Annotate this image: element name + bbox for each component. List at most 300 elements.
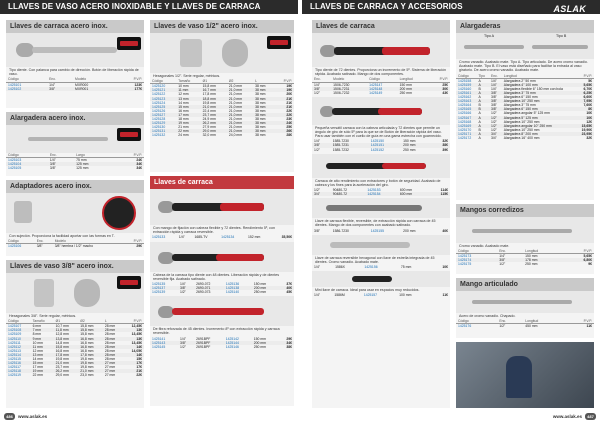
- cell: 38 mm: [255, 84, 266, 89]
- col-header: P.V.P.: [275, 79, 294, 84]
- cell: 1/4": [178, 235, 185, 240]
- cell: 200 mm: [252, 286, 278, 290]
- right-column-a: [312, 20, 450, 408]
- left-header-title: LLAVES DE VASO ACERO INOXIDABLE Y LLAVES DE CARRACA: [8, 2, 261, 11]
- col-header: Código: [456, 319, 497, 324]
- section-description: Cromo vanadio. Acabado mate.: [459, 244, 510, 248]
- cell: 21€: [123, 369, 144, 373]
- cell: 1/4": [490, 78, 497, 83]
- cell: 1586M: [334, 293, 345, 298]
- ratchet-image: [312, 154, 450, 178]
- cell: 19,8 mm: [80, 357, 94, 362]
- col-header: Enc.: [497, 319, 523, 324]
- left-page-number: 486: [4, 413, 15, 420]
- section-title: Mangos corredizos: [456, 204, 594, 217]
- ratchet-grip-shape: [382, 47, 430, 55]
- cell: 38 mm: [253, 129, 275, 133]
- cell: 30€: [428, 87, 450, 91]
- cell: 3/8": [497, 258, 523, 262]
- cell: 22€: [136, 373, 142, 378]
- cell: 21,0 mm: [227, 88, 253, 92]
- cell: 21,0 mm: [227, 129, 253, 133]
- cell: 1425143: [150, 341, 178, 345]
- section-title: Llaves de vaso 1/2" acero inox.: [150, 20, 294, 33]
- col-header: Modelo: [53, 239, 123, 244]
- cell: 125 mm: [76, 166, 89, 171]
- socket-shape: [34, 279, 54, 307]
- cell: 10 mm: [178, 84, 189, 89]
- cell: 7,95€: [577, 99, 594, 103]
- cell: 12 mm: [178, 92, 189, 97]
- ratchet-grip-shape: [220, 203, 264, 211]
- cell: 1425110: [6, 337, 31, 341]
- cell: 34€: [136, 166, 142, 171]
- cell: 600 mm: [399, 188, 413, 193]
- cell: 1425119: [8, 373, 21, 378]
- cell: 1425166: [458, 111, 472, 116]
- col-header: Modelo: [73, 77, 114, 82]
- right-footer-url[interactable]: www.aslak.es: [552, 414, 582, 419]
- cell: 1425158: [458, 78, 472, 83]
- cell: 1425111: [8, 340, 21, 345]
- cell: 1425141: [152, 336, 166, 341]
- cell: 15 mm: [176, 105, 200, 109]
- section-description: Llave de carraca flexible, reversible, de extracción rápida con carraca de 45 dientes. Mango de dos componentes con acabado satinado.: [315, 219, 436, 228]
- cell: 17,8 mm: [202, 92, 216, 97]
- cell: Alargadera 3" 75 mm: [502, 91, 577, 95]
- cell: 1425123: [150, 97, 176, 101]
- cell: Alargadera angular 5" 125 mm: [503, 111, 550, 116]
- cell: 150 mm: [253, 336, 266, 341]
- cell: 1425169: [456, 124, 476, 128]
- cell: 1425112: [6, 345, 31, 349]
- cell: 1425159: [456, 83, 476, 87]
- extension-bar-shape: [464, 45, 524, 49]
- cell: 3/4": [312, 192, 331, 196]
- adapter-shape: [14, 201, 32, 223]
- hinged-handle-image: [456, 291, 594, 313]
- cell: 17 mm: [176, 113, 200, 117]
- ratchet-image: [150, 242, 294, 272]
- cell: 24€: [275, 121, 294, 125]
- cell: 15€: [136, 357, 142, 362]
- cell: 1425107: [8, 324, 22, 329]
- ratchet-handle-shape: [330, 242, 410, 248]
- cell: 150 mm: [525, 254, 538, 259]
- section-title: Adaptadores acero inox.: [6, 180, 144, 193]
- cell: 27 mm: [104, 373, 116, 378]
- cell: 200 mm: [252, 341, 278, 345]
- section-extensions: [456, 20, 594, 200]
- cell: 1425174: [456, 258, 497, 262]
- left-page-header: [0, 0, 298, 14]
- cell: 1/2": [499, 324, 506, 329]
- cell: 1425127: [150, 113, 176, 117]
- cell: 6 mm: [32, 324, 42, 329]
- cell: 21,0 mm: [78, 369, 103, 373]
- cell: 38 mm: [255, 92, 266, 97]
- cell: 1425173: [458, 254, 472, 259]
- col-header: Código: [367, 77, 398, 82]
- ratchet-image: [312, 33, 450, 67]
- cell: 38 mm: [253, 97, 275, 101]
- section-description: Con mango de fijación con cabeza flexible y 72 dientes. Rendimiento 5º, con extracción rápida y carraca reversible.: [153, 226, 275, 235]
- cell: 22€: [275, 113, 294, 117]
- table-row: [456, 262, 594, 266]
- cell: 40€: [442, 228, 448, 233]
- cell: 14,8 mm: [55, 340, 69, 345]
- cell: 17,8 mm: [78, 353, 103, 357]
- cell: 1425137: [150, 286, 178, 290]
- cell: 2690-072: [196, 281, 211, 286]
- section-description: Mini llave de carraca. Ideal para usar en espacios muy reducidos.: [315, 288, 420, 293]
- section-hinged-handle: [456, 278, 594, 338]
- table-row: [456, 324, 594, 329]
- cell: Alargadera angular 10" 250 mm: [502, 124, 577, 128]
- cell: Alargadera 10" 250 mm: [502, 99, 577, 103]
- col-header: P.V.P.: [577, 74, 594, 79]
- cell: 38 mm: [255, 133, 266, 138]
- cell: 23,95€: [577, 132, 594, 136]
- cell: Alargadera 6" 150 mm: [503, 95, 538, 100]
- cell: 1585-7232: [332, 147, 349, 152]
- ratchet-image: [312, 97, 450, 125]
- right-page-number: 487: [585, 413, 596, 420]
- table-row: [6, 373, 144, 377]
- cell: 21,0 mm: [228, 117, 243, 122]
- section-extension-inox: [6, 112, 144, 176]
- section-description: Llave de carraca reversible hexagonal con llave de estrella integrada de 45 dientes. Cromo vanadio. Acabado mate.: [315, 255, 435, 264]
- cell: A: [478, 111, 481, 116]
- cell: Alargadera 4" 100 mm: [502, 83, 577, 87]
- cell: 3/8": [490, 95, 497, 100]
- table-row: [150, 290, 294, 294]
- cell: 1/2": [499, 262, 506, 267]
- cell: 24,9 mm: [202, 117, 216, 122]
- cell: 1425153: [367, 188, 381, 193]
- cell: 3/4": [489, 132, 502, 136]
- table-row: [312, 229, 450, 233]
- cell: 1425113: [8, 348, 21, 353]
- cell: 15,65€: [577, 124, 594, 128]
- cell: 29€: [136, 244, 142, 249]
- table-row: [312, 91, 450, 95]
- cell: 14 mm: [178, 100, 189, 105]
- cell: 1425104: [6, 162, 48, 166]
- cell: 10€: [586, 111, 592, 116]
- cell: 2690-071: [194, 286, 224, 290]
- cell: 6,80€: [564, 258, 594, 262]
- cell: 1425156: [364, 265, 378, 270]
- col-header: Código: [456, 249, 497, 254]
- price-table: [312, 77, 450, 94]
- cell: 27 mm: [104, 365, 116, 370]
- cell: 75 mm: [76, 158, 87, 163]
- cell: 3/8": [312, 87, 331, 91]
- cell: 1425144: [224, 341, 252, 345]
- cell: 18,8 mm: [201, 97, 227, 101]
- cell: 38 mm: [253, 105, 275, 109]
- cell: 38 mm: [253, 121, 275, 125]
- extension-image: [6, 125, 144, 153]
- cell: 28 mm: [104, 324, 116, 329]
- cell: 1/4": [490, 86, 497, 91]
- cell: A: [478, 119, 481, 124]
- cell: 1/2": [489, 116, 502, 120]
- cell: 2691BPF: [194, 341, 224, 345]
- cell: 11 mm: [176, 88, 200, 92]
- section-description: Acero de cromo vanadio. Chapado.: [459, 314, 516, 318]
- cell: 1425122: [152, 92, 166, 97]
- cell: 3/8": [36, 244, 43, 249]
- cell: 1425131: [150, 129, 176, 133]
- cell: 11€: [586, 324, 592, 329]
- cell: 1425120: [152, 84, 166, 89]
- cell: 3/4": [490, 136, 497, 141]
- cell: 28€: [286, 133, 292, 138]
- col-header: Código: [6, 153, 48, 158]
- tengtools-logo: [267, 36, 291, 49]
- cell: 90480-72: [332, 188, 348, 193]
- cell: 150 mm: [403, 139, 416, 144]
- table-row: [6, 87, 144, 91]
- cell: 21,0 mm: [228, 92, 243, 97]
- cell: 1/2": [180, 344, 186, 349]
- cell: 5,65€: [577, 83, 594, 87]
- left-footer-url[interactable]: www.aslak.es: [18, 414, 48, 419]
- cell: 250 mm: [399, 90, 412, 95]
- cell: 16 mm: [178, 108, 189, 113]
- section-description: Tipo diente de 72 dientes. Proporciona un incremento de 5º. Sistema de liberación rápida. Acabado satinado. Mango de dos componentes.: [315, 68, 447, 77]
- col-header: L: [253, 79, 275, 84]
- cell: 28 mm: [104, 357, 116, 362]
- cell: 23€: [286, 117, 292, 122]
- cell: 1425147: [369, 82, 383, 87]
- cell: 150 mm: [253, 281, 267, 286]
- extension-image: [456, 33, 594, 59]
- table-row: [456, 136, 594, 140]
- cell: A: [476, 132, 488, 136]
- cell: 12 mm: [32, 348, 43, 353]
- cell: 1506-7232: [333, 90, 350, 95]
- price-table: [456, 249, 594, 266]
- cell: 13€: [123, 337, 144, 341]
- section-description: Tipo diente. Con palanca para cambio de dirección. Botón de liberación rápida de vaso.: [9, 68, 139, 77]
- cell: 1585-7231: [331, 143, 369, 147]
- cell: 28 mm: [103, 337, 124, 341]
- cell: 38 mm: [255, 108, 266, 113]
- cell: 21,0 mm: [228, 125, 243, 130]
- cell: 1/2": [490, 127, 497, 132]
- cell: 38 mm: [255, 100, 266, 105]
- cell: 1425139: [152, 290, 166, 295]
- cell: 21,0 mm: [227, 97, 253, 101]
- cell: A: [476, 116, 488, 120]
- cell: 1586X: [335, 265, 345, 270]
- cell: 14,05€: [131, 348, 142, 353]
- right-header-title: LLAVES DE CARRACA Y ACCESORIOS: [310, 2, 463, 11]
- section-title: Alargadera acero inox.: [6, 112, 144, 125]
- cell: 43€: [442, 90, 448, 95]
- cell: 21,0 mm: [228, 100, 243, 105]
- type-a-label: Tipo A: [484, 34, 495, 38]
- table-row: [150, 133, 294, 137]
- cell: 28 mm: [103, 328, 124, 332]
- cell: 8€: [577, 107, 594, 111]
- cell: 1425145: [152, 344, 166, 349]
- cell: 1425134: [221, 235, 235, 240]
- col-header: Enc.: [489, 74, 502, 79]
- cell: 10€: [442, 265, 448, 270]
- cell: 1/2": [490, 119, 497, 124]
- extension-bar-shape: [28, 137, 108, 141]
- section-title: Llaves de carraca: [312, 20, 450, 33]
- cell: B: [478, 103, 481, 108]
- extension-bar-shape: [532, 45, 588, 49]
- section-description: De fibra reforzada de 45 dientes. Incremento 8º con extracción rápida y carraca reversible.: [153, 327, 280, 336]
- tengtools-seal: [102, 196, 136, 230]
- cell: 16,8 mm: [55, 348, 69, 353]
- col-header: Ø1: [201, 79, 227, 84]
- cell: 26€: [275, 129, 294, 133]
- cell: 14 mm: [32, 357, 43, 362]
- cell: 1/2": [489, 124, 502, 128]
- cell: Alargadera 16" 400 mm: [503, 136, 540, 141]
- cell: 1425138: [224, 286, 252, 290]
- price-table: [6, 319, 144, 377]
- handle-bar-shape: [472, 300, 572, 304]
- cell: 19€: [286, 84, 292, 89]
- cell: 1425101: [8, 82, 22, 87]
- cell: 75 mm: [400, 265, 412, 270]
- left-column-b: [150, 20, 294, 408]
- cell: 1425165: [456, 107, 476, 111]
- section-title: Mango articulado: [456, 278, 594, 291]
- cell: 24 mm: [178, 133, 189, 138]
- cell: 1425118: [6, 369, 31, 373]
- cell: 34€: [114, 162, 144, 166]
- price-table: [312, 188, 450, 196]
- brand-logo: ASLAK: [553, 4, 586, 14]
- left-column-a: [6, 20, 144, 408]
- section-description: Cromo vanadio. Acabado mate. Tipo A. Tipo articulado. De acero cromo vanadio. Acabado mate. Tipo B. El vaso está diseñado para facilitar la entrada al vaso giratorio. De acero cromo vanadio. Acabado mate.: [459, 60, 588, 73]
- cell: B: [478, 127, 481, 132]
- cell: 21,0 mm: [227, 121, 253, 125]
- cell: 178 mm: [523, 258, 564, 262]
- cell: 250 mm: [253, 290, 267, 295]
- cell: 32€: [586, 136, 592, 141]
- cell: 10€: [577, 116, 594, 120]
- cell: 7,60€: [583, 103, 592, 108]
- cell: 2690-073: [196, 290, 211, 295]
- cell: A: [476, 91, 488, 95]
- cell: 3/8": [48, 162, 74, 166]
- tengtools-logo: [117, 276, 141, 289]
- cell: 38€: [286, 344, 292, 349]
- cell: 21,0 mm: [227, 113, 253, 117]
- cell: 11€: [442, 293, 448, 298]
- cell: 27,9 mm: [202, 125, 216, 130]
- ratchet-image: [312, 271, 450, 287]
- col-header: Ø2: [227, 79, 253, 84]
- cell: 1425140: [225, 290, 240, 295]
- ratchet-handle-shape: [172, 308, 264, 315]
- cell: 1425168: [458, 119, 472, 124]
- table-row: [6, 244, 144, 249]
- cell: 16,8 mm: [78, 337, 103, 341]
- cell: 7 mm: [31, 328, 54, 332]
- cell: 19 mm: [31, 369, 54, 373]
- cell: 1425121: [150, 88, 176, 92]
- cell: 21€: [275, 97, 294, 101]
- adapter-image: [6, 193, 144, 233]
- cell: 19,90€: [581, 127, 592, 132]
- cell: Alargadera flexible 6" 150 mm con bola: [503, 86, 563, 91]
- price-table: [312, 139, 450, 151]
- cell: A: [478, 78, 481, 83]
- cell: Alargadera 10" 250 mm: [503, 127, 540, 132]
- section-description: Cabeza de la carraca tipo diente con 48 dientes. Liberación rápida y de dientes reversible fija. Acabado satinado.: [153, 272, 280, 281]
- ratchet-grip-shape: [216, 254, 264, 261]
- cell: 1425129: [150, 121, 176, 125]
- cell: 5€: [588, 78, 592, 83]
- cell: 29€: [286, 336, 292, 341]
- type-b-label: Tipo B: [556, 34, 567, 38]
- cell: 27 mm: [103, 361, 124, 365]
- col-header: P.V.P.: [428, 77, 450, 82]
- cell: 1/4": [314, 293, 320, 298]
- cell: 22€: [286, 108, 292, 113]
- cell: 25€: [286, 125, 292, 130]
- table-row: [312, 148, 450, 152]
- cell: 16,8 mm: [78, 345, 103, 349]
- col-header: Modelo: [331, 77, 367, 82]
- cell: 1425130: [152, 125, 166, 130]
- cell: 9 mm: [31, 337, 54, 341]
- cell: 1425103: [8, 158, 22, 163]
- cell: 1425162: [458, 95, 472, 100]
- cell: 1425176: [458, 324, 472, 329]
- cell: 1425151: [369, 143, 401, 147]
- cell: 1425115: [8, 357, 21, 362]
- tengtools-logo: [117, 37, 141, 50]
- cell: 2691BPF: [196, 336, 211, 341]
- cell: 1/4": [49, 158, 56, 163]
- cell: 15,8 mm: [80, 332, 94, 337]
- cell: 1/4": [179, 281, 186, 286]
- cell: 24€: [136, 158, 142, 163]
- cell: 3/8" hembra / 1/2" macho: [54, 244, 93, 249]
- socket-shape: [222, 39, 248, 67]
- col-header: Enc.: [35, 239, 53, 244]
- cell: 19,8 mm: [202, 100, 216, 105]
- socket-shape: [180, 39, 202, 67]
- cell: 123€: [134, 82, 142, 87]
- cell: 90480-72: [331, 192, 366, 196]
- col-header: Código: [6, 319, 31, 324]
- section-description: Hexagonales 3/8". Serie regular, métricos.: [9, 314, 77, 318]
- col-header: Longitud: [523, 249, 564, 254]
- cell: 1/4": [314, 265, 320, 270]
- cell: 2691BPF: [196, 344, 211, 349]
- cell: 3/8": [314, 228, 320, 233]
- ratchet-handle-shape: [32, 47, 117, 53]
- section-sockets-38-inox: [6, 260, 144, 408]
- ratchet-image: [312, 235, 450, 255]
- col-header: Enc.: [48, 153, 74, 158]
- cell: 100 mm: [399, 293, 412, 298]
- cell: A: [478, 95, 481, 100]
